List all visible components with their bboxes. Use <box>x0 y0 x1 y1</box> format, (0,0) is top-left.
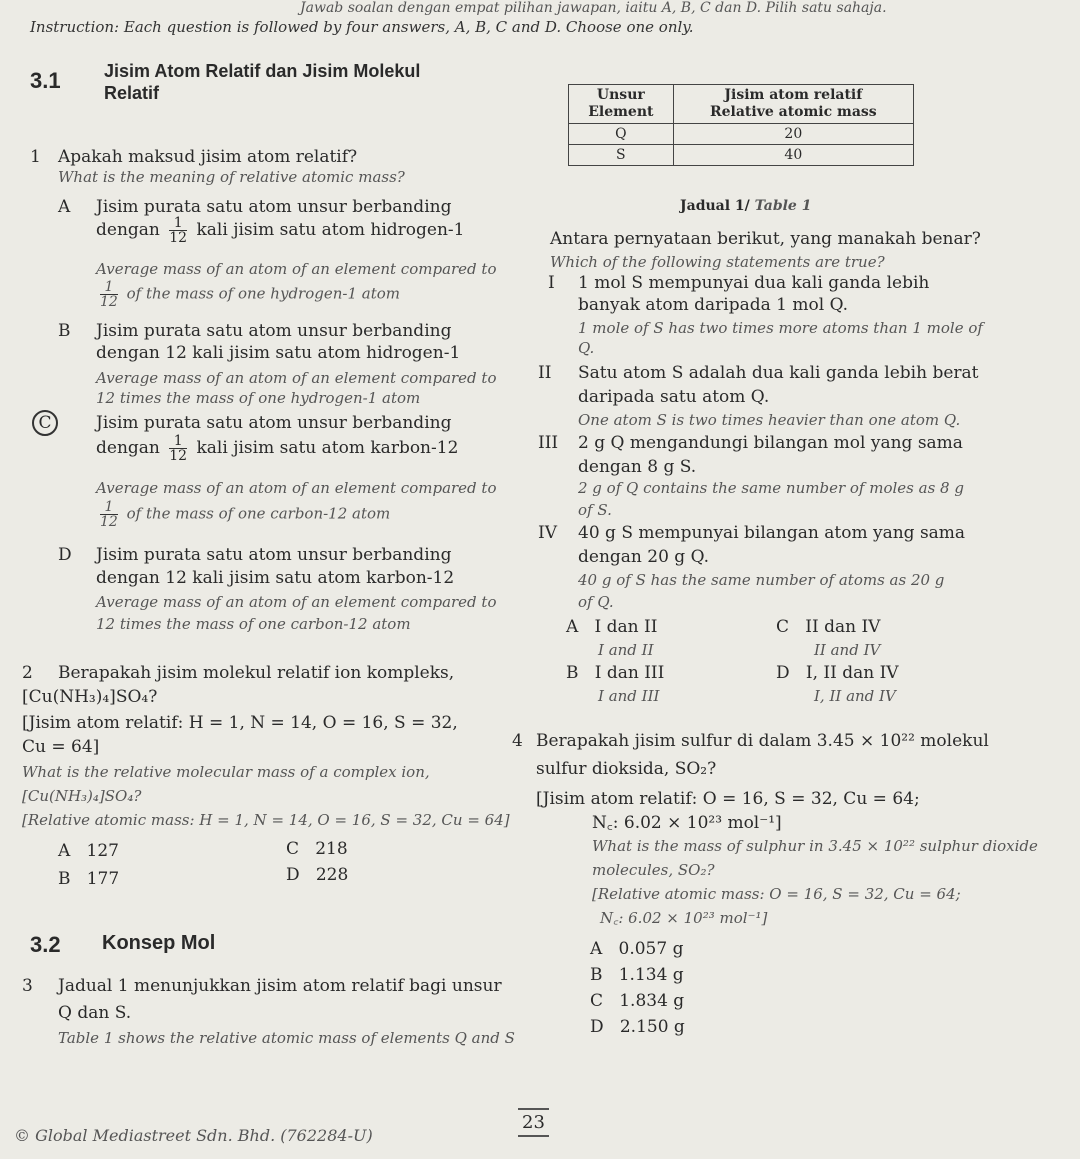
statement-text2: dengan 20 g Q. <box>578 547 710 567</box>
option-b[interactable]: B 1.134 g <box>590 965 684 985</box>
section-title-line2: Relatif <box>104 83 160 103</box>
question-prompt-en: Which of the following statements are true? <box>550 253 885 271</box>
table-row: Q 20 <box>569 124 914 145</box>
question-text: Berapakah jisim sulfur di dalam 3.45 × 10²² molekul <box>536 731 989 751</box>
fraction: $\frac{1}{12}$ <box>169 433 188 464</box>
option-b-en2: 12 times the mass of one hydrogen-1 atom <box>96 389 421 407</box>
statement-en2: Q. <box>578 339 595 357</box>
fraction: $\frac{1}{12}$ <box>100 499 118 530</box>
option-a-en: Average mass of an atom of an element compared to <box>96 260 497 278</box>
question-data-en: [Relative atomic mass: H = 1, N = 14, O = 16, S = 32, Cu = 64] <box>22 811 510 829</box>
question-prompt: Antara pernyataan berikut, yang manakah benar? <box>550 229 981 249</box>
question-number: 4 <box>512 731 523 751</box>
statement-number: III <box>538 433 559 453</box>
option-a-text: Jisim purata satu atom unsur berbanding <box>96 197 452 217</box>
option-c[interactable]: C 1.834 g <box>590 991 685 1011</box>
question-text: Berapakah jisim molekul relatif ion kompleks, <box>58 663 455 683</box>
question-text: Apakah maksud jisim atom relatif? <box>58 147 358 167</box>
statement-en2: of S. <box>578 501 612 519</box>
option-a[interactable]: A 0.057 g <box>590 939 684 959</box>
statement-number: II <box>538 363 552 383</box>
question-data: [Jisim atom relatif: O = 16, S = 32, Cu = 64; <box>536 789 920 809</box>
statement-number: I <box>548 273 555 293</box>
option-d[interactable]: D I, II dan IV <box>776 663 899 683</box>
statement-en: One atom S is two times heavier than one atom Q. <box>578 411 961 429</box>
option-d-en: Average mass of an atom of an element compared to <box>96 593 497 611</box>
page-number: 23 <box>518 1112 549 1133</box>
option-b-en: Average mass of an atom of an element compared to <box>96 369 497 387</box>
option-c[interactable]: C II dan IV <box>776 617 881 637</box>
statement-text: 40 g S mempunyai bilangan atom yang sama <box>578 523 966 543</box>
option-d-text: Jisim purata satu atom unsur berbanding <box>96 545 452 565</box>
statement-text: 2 g Q mengandungi bilangan mol yang sama <box>578 433 963 453</box>
question-number: 1 <box>30 147 41 167</box>
question-text-en: What is the relative molecular mass of a complex ion, <box>22 763 430 781</box>
statement-text: 1 mol S mempunyai dua kali ganda lebih <box>578 273 930 293</box>
fraction: $\frac{1}{12}$ <box>169 215 188 246</box>
question-text2: Q dan S. <box>58 1003 132 1023</box>
question-data2: N꜀: 6.02 × 10²³ mol⁻¹] <box>592 813 782 833</box>
option-c-line2: dengan $\frac{1}{12}$ kali jisim satu atom karbon-12 <box>96 433 459 464</box>
question-text: Jadual 1 menunjukkan jisim atom relatif bagi unsur <box>58 976 502 996</box>
question-data: [Jisim atom relatif: H = 1, N = 14, O = 16, S = 32, <box>22 713 458 733</box>
option-b-en: I and III <box>598 687 660 705</box>
option-d[interactable]: D 2.150 g <box>590 1017 685 1037</box>
question-text-en: Table 1 shows the relative atomic mass of elements Q and S <box>58 1029 515 1047</box>
section-title <box>104 60 420 104</box>
option-d[interactable]: D 228 <box>286 865 349 885</box>
question-text-en2: molecules, SO₂? <box>592 861 715 879</box>
question-formula-en: [Cu(NH₃)₄]SO₄? <box>22 787 142 805</box>
header-instruction-en: Instruction: Each question is followed by four answers, A, B, C and D. Choose one only. <box>30 18 694 36</box>
question-data-en2: N꜀: 6.02 × 10²³ mol⁻¹] <box>600 909 768 927</box>
option-c-text: Jisim purata satu atom unsur berbanding <box>96 413 452 433</box>
statement-text2: daripada satu atom Q. <box>578 387 770 407</box>
option-c-en2: $\frac{1}{12}$ of the mass of one carbon-12 atom <box>100 499 391 530</box>
question-data-en: [Relative atomic mass: O = 16, S = 32, Cu = 64; <box>592 885 961 903</box>
option-a[interactable]: A 127 <box>58 841 119 861</box>
table-caption: Jadual 1/ Table 1 <box>680 198 812 214</box>
section-title-line1: Jisim Atom Relatif dan Jisim Molekul <box>104 61 421 81</box>
table-header: Jisim atom relatif Relative atomic mass <box>673 85 913 124</box>
option-d-line2: dengan 12 kali jisim satu atom karbon-12 <box>96 568 455 588</box>
statement-en: 2 g of Q contains the same number of moles as 8 g <box>578 479 964 497</box>
option-letter-circled[interactable]: C <box>38 410 64 436</box>
question-text-en: What is the mass of sulphur in 3.45 × 10²² sulphur dioxide <box>592 837 1038 855</box>
option-letter[interactable]: D <box>58 545 72 565</box>
element-table <box>568 84 914 166</box>
option-letter[interactable]: A <box>58 197 71 217</box>
statement-en2: of Q. <box>578 593 614 611</box>
statement-en: 1 mole of S has two times more atoms than 1 mole of <box>578 319 983 337</box>
option-c-en: II and IV <box>814 641 881 659</box>
fraction: $\frac{1}{12}$ <box>100 279 118 310</box>
option-letter[interactable]: B <box>58 321 71 341</box>
option-d-en: I, II and IV <box>814 687 896 705</box>
option-a[interactable]: A I dan II <box>566 617 658 637</box>
option-a-en: I and II <box>598 641 654 659</box>
statement-number: IV <box>538 523 557 543</box>
table-header: Unsur Element <box>569 85 674 124</box>
copyright-text: © Global Mediastreet Sdn. Bhd. (762284-U) <box>14 1126 373 1145</box>
statement-en: 40 g of S has the same number of atoms as 20 g <box>578 571 945 589</box>
section-title: Konsep Mol <box>102 932 216 954</box>
question-text2: sulfur dioksida, SO₂? <box>536 759 717 779</box>
header-instruction-ms: Jawab soalan dengan empat pilihan jawapan, iaitu A, B, C dan D. Pilih satu sahaja. <box>300 0 887 16</box>
option-d-en2: 12 times the mass of one carbon-12 atom <box>96 615 411 633</box>
option-b[interactable]: B 177 <box>58 869 120 889</box>
statement-text: Satu atom S adalah dua kali ganda lebih berat <box>578 363 979 383</box>
option-a-en2: $\frac{1}{12}$ of the mass of one hydrogen-1 atom <box>100 279 400 310</box>
option-a-line2: dengan $\frac{1}{12}$ kali jisim satu atom hidrogen-1 <box>96 215 465 246</box>
table-row: S 40 <box>569 145 914 166</box>
question-text-en: What is the meaning of relative atomic mass? <box>58 168 405 186</box>
statement-text2: banyak atom daripada 1 mol Q. <box>578 295 849 315</box>
section-number: 3.1 <box>30 68 61 93</box>
option-b-line2: dengan 12 kali jisim satu atom hidrogen-1 <box>96 343 461 363</box>
question-number: 3 <box>22 976 33 996</box>
option-b-text: Jisim purata satu atom unsur berbanding <box>96 321 452 341</box>
option-c[interactable]: C 218 <box>286 839 348 859</box>
question-formula: [Cu(NH₃)₄]SO₄? <box>22 687 158 707</box>
section-number: 3.2 <box>30 932 61 957</box>
option-c-en: Average mass of an atom of an element compared to <box>96 479 497 497</box>
statement-text2: dengan 8 g S. <box>578 457 697 477</box>
question-data2: Cu = 64] <box>22 737 100 757</box>
question-number: 2 <box>22 663 33 683</box>
option-b[interactable]: B I dan III <box>566 663 665 683</box>
